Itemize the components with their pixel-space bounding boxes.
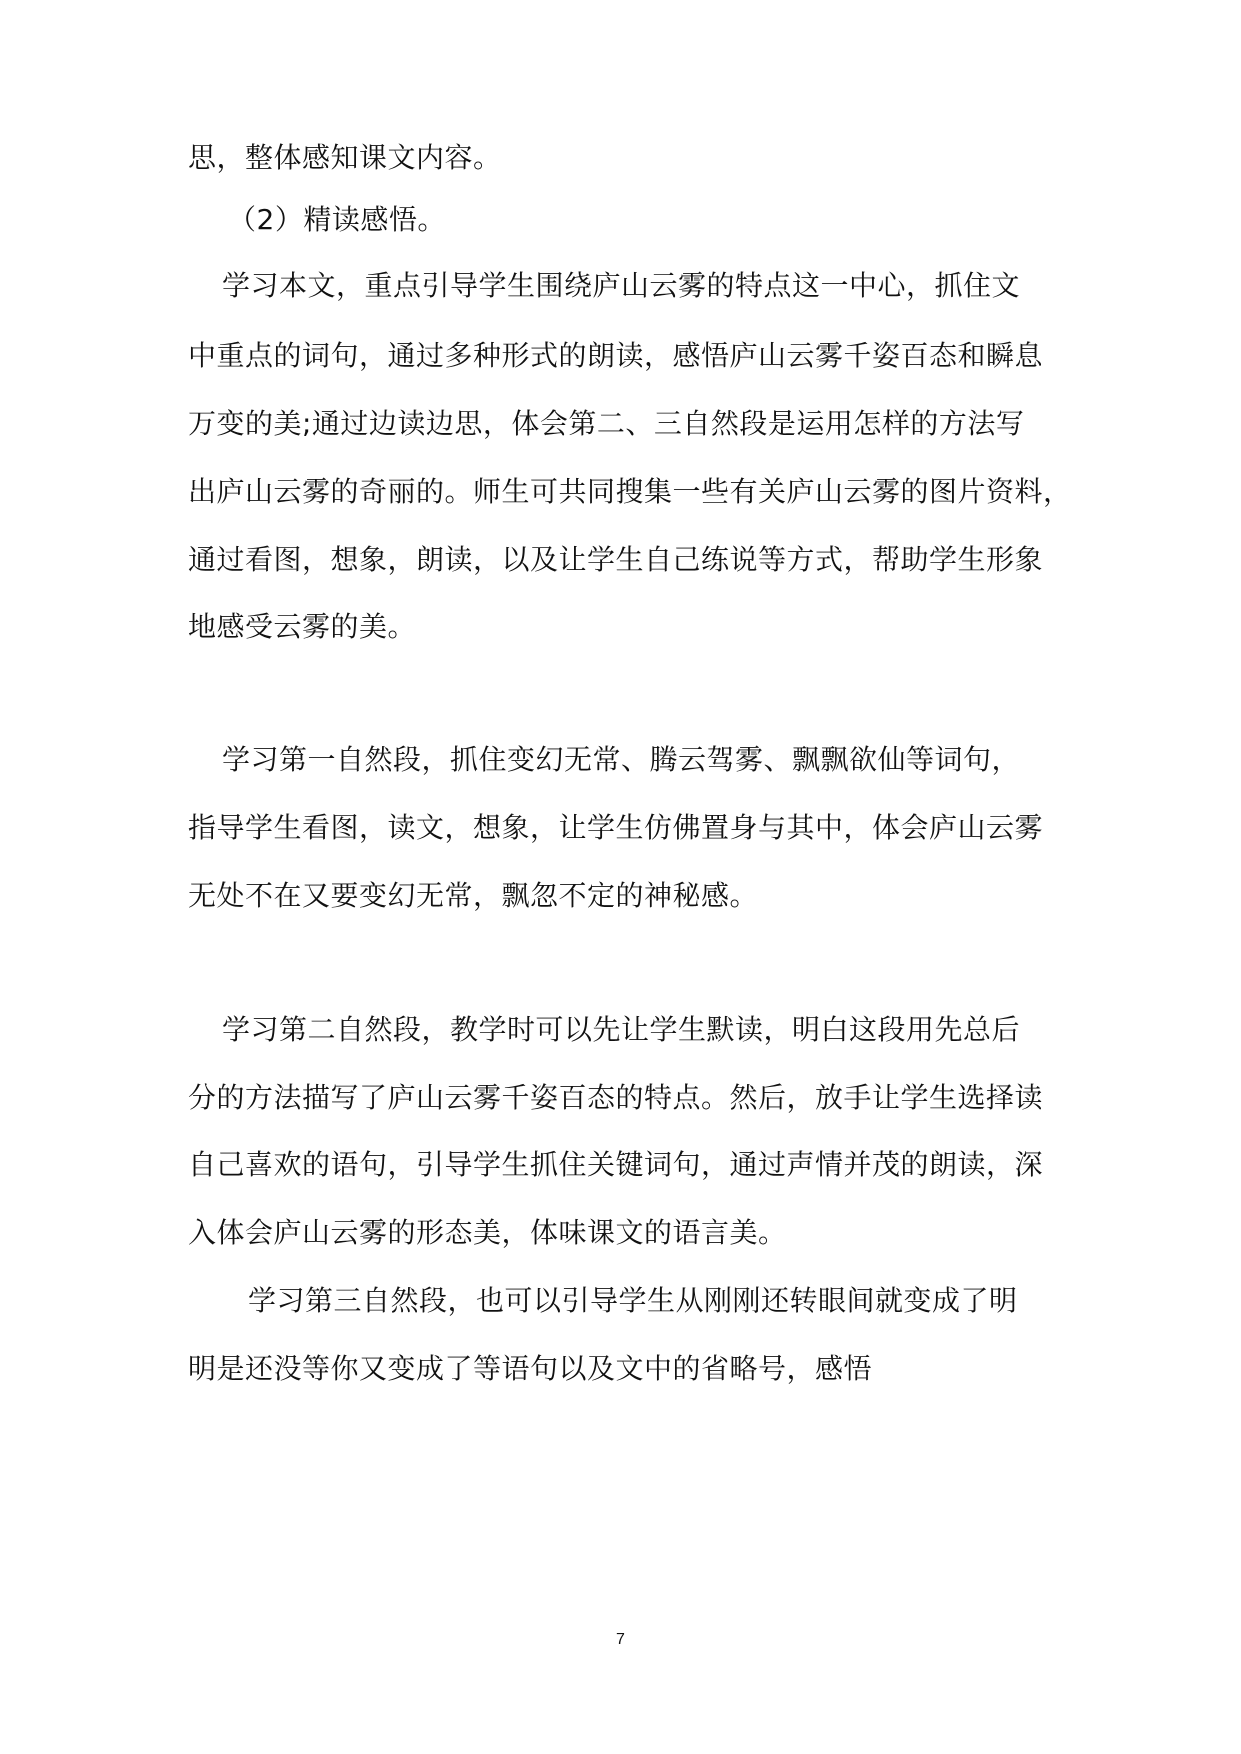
text-line: 无处不在又要变幻无常，飘忽不定的神秘感。 (188, 879, 759, 912)
text-line: 分的方法描写了庐山云雾千姿百态的特点。然后，放手让学生选择读 (188, 1081, 1044, 1114)
text-line: 地感受云雾的美。 (188, 610, 417, 643)
text-line: 通过看图，想象，朗读，以及让学生自己练说等方式，帮助学生形象 (188, 543, 1044, 576)
text-line: 万变的美;通过边读边思，体会第二、三自然段是运用怎样的方法写 (188, 407, 1025, 440)
section-heading: （2）精读感悟。 (228, 203, 446, 236)
text-line: 学习本文，重点引导学生围绕庐山云雾的特点这一中心，抓住文 (222, 269, 1021, 302)
text-line: 学习第二自然段，教学时可以先让学生默读，明白这段用先总后 (222, 1013, 1021, 1046)
text-line: 明是还没等你又变成了等语句以及文中的省略号，感悟 (188, 1352, 873, 1385)
text-line: 指导学生看图，读文，想象，让学生仿佛置身与其中，体会庐山云雾 (188, 811, 1044, 844)
text-line: 学习第三自然段，也可以引导学生从刚刚还转眼间就变成了明 (248, 1284, 1018, 1317)
page-number: 7 (616, 1631, 625, 1648)
text-line: 学习第一自然段，抓住变幻无常、腾云驾雾、飘飘欲仙等词句， (222, 743, 1021, 776)
text-line: 入体会庐山云雾的形态美，体味课文的语言美。 (188, 1216, 787, 1249)
text-line: 思，整体感知课文内容。 (188, 141, 502, 174)
text-line: 出庐山云雾的奇丽的。师生可共同搜集一些有关庐山云雾的图片资料， (188, 475, 1072, 508)
text-line: 中重点的词句，通过多种形式的朗读，感悟庐山云雾千姿百态和瞬息 (188, 339, 1044, 372)
text-line: 自己喜欢的语句，引导学生抓住关键词句，通过声情并茂的朗读，深 (188, 1148, 1044, 1181)
